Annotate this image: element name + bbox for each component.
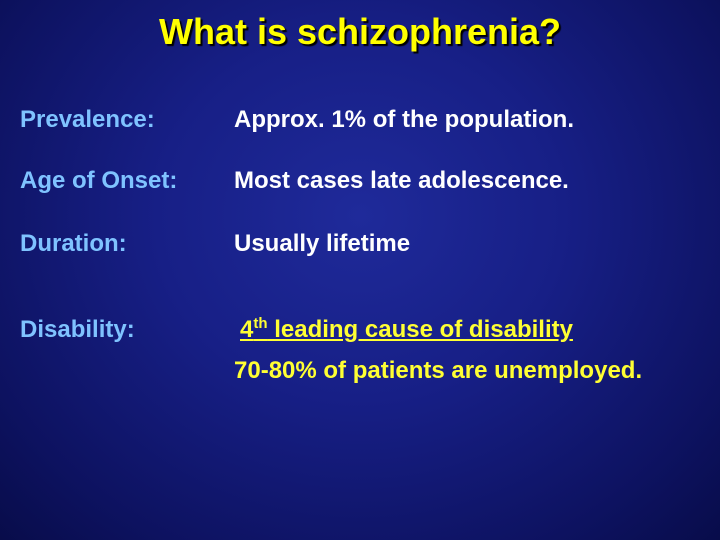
row-value: Approx. 1% of the population. <box>234 106 574 133</box>
disability-rank-text: leading cause of disability <box>267 316 573 343</box>
row-label: Prevalence: <box>20 106 155 133</box>
disability-line-1 <box>240 314 573 346</box>
row-label: Duration: <box>20 230 127 257</box>
disability-line-2: 70-80% of patients are unemployed. <box>234 357 643 384</box>
slide-title: What is schizophrenia? <box>158 11 562 52</box>
row-label: Age of Onset: <box>20 167 178 194</box>
row-value: Most cases late adolescence. <box>234 167 569 194</box>
row-label: Disability: <box>20 316 135 343</box>
disability-rank-suffix: th <box>253 315 268 332</box>
row-value: Usually lifetime <box>234 230 411 257</box>
disability-line-1-underlined <box>240 316 573 343</box>
disability-rank-number: 4 <box>240 316 254 343</box>
